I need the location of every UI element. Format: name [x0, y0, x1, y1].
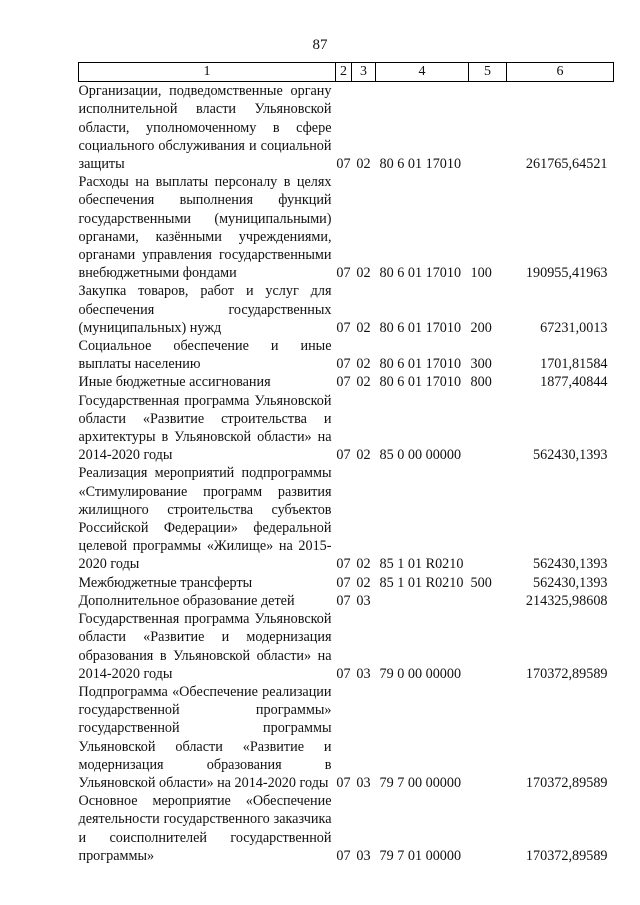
row-target-code: 85 1 01 R0210 [379, 574, 464, 591]
row-amount: 562430,1393 [533, 447, 608, 464]
row-expense-type [469, 464, 507, 573]
row-expense-type: 200 [470, 319, 492, 336]
row-expense-type [469, 792, 507, 865]
row-expense-type: 100 [470, 265, 492, 282]
row-subsection: 02 [356, 356, 371, 373]
row-target-code: 80 6 01 17010 [379, 156, 462, 173]
row-subsection: 03 [356, 592, 371, 609]
row-amount: 562430,1393 [533, 556, 608, 573]
row-expense-type: 300 [470, 356, 492, 373]
row-subsection: 02 [356, 265, 371, 282]
table-row [79, 337, 614, 373]
row-section: 07 [336, 774, 351, 791]
row-amount: 67231,0013 [540, 319, 608, 336]
table-row [79, 683, 614, 792]
row-section: 07 [336, 592, 351, 609]
column-header: 3 [352, 63, 376, 82]
row-subsection: 02 [356, 319, 371, 336]
row-subsection: 02 [356, 556, 371, 573]
row-name: Расходы на выплаты персоналу в целях обеспечения выполнения функций государственными (муниципальными) органами, казёнными учреждениями, органами управления государственными внебюджетными фондами [78, 174, 332, 282]
row-expense-type: 800 [470, 374, 492, 391]
row-name: Иные бюджетные ассигнования [78, 374, 271, 391]
row-expense-type [469, 683, 507, 792]
row-target-code: 80 6 01 17010 [379, 374, 462, 391]
column-header: 6 [507, 63, 614, 82]
row-subsection: 03 [356, 665, 371, 682]
page-number: 87 [312, 37, 328, 53]
row-section: 07 [336, 356, 351, 373]
row-name: Закупка товаров, работ и услуг для обеспечения государственных (муниципальных) нужд [78, 283, 332, 336]
row-amount: 170372,89589 [525, 665, 608, 682]
row-name: Государственная программа Ульяновской области «Развитие строительства и архитектуры в Ульяновской области» на 2014-2020 годы [78, 392, 332, 464]
row-name: Подпрограмма «Обеспечение реализации государственной программы» государственной программы Ульяновской области «Развитие и модернизация образования в Ульяновской области» на 2014-2020 годы [78, 683, 332, 791]
row-section: 07 [336, 665, 351, 682]
row-target-code [376, 592, 469, 610]
table-row [79, 173, 614, 282]
row-section: 07 [336, 574, 351, 591]
row-expense-type: 500 [470, 574, 492, 591]
row-target-code: 80 6 01 17010 [379, 356, 462, 373]
row-section: 07 [336, 447, 351, 464]
row-subsection: 02 [356, 574, 371, 591]
row-name: Социальное обеспечение и иные выплаты населению [78, 338, 332, 373]
table-row [79, 610, 614, 683]
budget-table [78, 62, 614, 865]
table-row [79, 373, 614, 391]
row-name: Организации, подведомственные органу исполнительной власти Ульяновской области, уполномоченному в сфере социального обслуживания и социальной защиты [78, 83, 332, 173]
table-row [79, 464, 614, 573]
column-header: 4 [376, 63, 469, 82]
row-section: 07 [336, 847, 351, 864]
column-header: 2 [336, 63, 352, 82]
row-amount: 190955,41963 [525, 265, 608, 282]
row-amount: 1701,81584 [540, 356, 608, 373]
table-row [79, 392, 614, 465]
row-name: Основное мероприятие «Обеспечение деятельности государственного заказчика и соисполнителей государственной программы» [78, 793, 332, 864]
row-name: Дополнительное образование детей [78, 592, 295, 609]
row-target-code: 80 6 01 17010 [379, 319, 462, 336]
row-amount: 214325,98608 [525, 592, 608, 609]
row-target-code: 79 7 01 00000 [379, 847, 462, 864]
row-target-code: 79 0 00 00000 [379, 665, 462, 682]
table-header-row [79, 63, 614, 82]
row-expense-type [469, 592, 507, 610]
row-expense-type [469, 610, 507, 683]
row-target-code: 79 7 00 00000 [379, 774, 462, 791]
row-name: Межбюджетные трансферты [78, 574, 253, 591]
table-row [79, 82, 614, 174]
row-section: 07 [336, 319, 351, 336]
row-subsection: 03 [356, 774, 371, 791]
row-expense-type [469, 82, 507, 174]
row-name: Государственная программа Ульяновской области «Развитие и модернизация образования в Ульяновской области» на 2014-2020 годы [78, 611, 332, 682]
row-section: 07 [336, 265, 351, 282]
row-subsection: 02 [356, 447, 371, 464]
row-subsection: 02 [356, 156, 371, 173]
row-section: 07 [336, 556, 351, 573]
row-target-code: 85 0 00 00000 [379, 447, 462, 464]
row-amount: 562430,1393 [533, 574, 608, 591]
row-expense-type [469, 392, 507, 465]
row-section: 07 [336, 374, 351, 391]
table-row [79, 792, 614, 865]
row-subsection: 03 [356, 847, 371, 864]
row-target-code: 85 1 01 R0210 [379, 556, 464, 573]
column-header: 5 [469, 63, 507, 82]
row-subsection: 02 [356, 374, 371, 391]
row-target-code: 80 6 01 17010 [379, 265, 462, 282]
row-section: 07 [336, 156, 351, 173]
row-name: Реализация мероприятий подпрограммы «Стимулирование программ развития жилищного строительства субъектов Российской Федерации» федеральной целевой программы «Жилище» на 2015-2020 годы [78, 465, 332, 573]
table-row [79, 592, 614, 610]
table-row [79, 282, 614, 337]
table-row [79, 574, 614, 592]
row-amount: 170372,89589 [525, 774, 608, 791]
column-header: 1 [79, 63, 336, 82]
row-amount: 170372,89589 [525, 847, 608, 864]
row-amount: 1877,40844 [540, 374, 608, 391]
row-amount: 261765,64521 [525, 156, 608, 173]
